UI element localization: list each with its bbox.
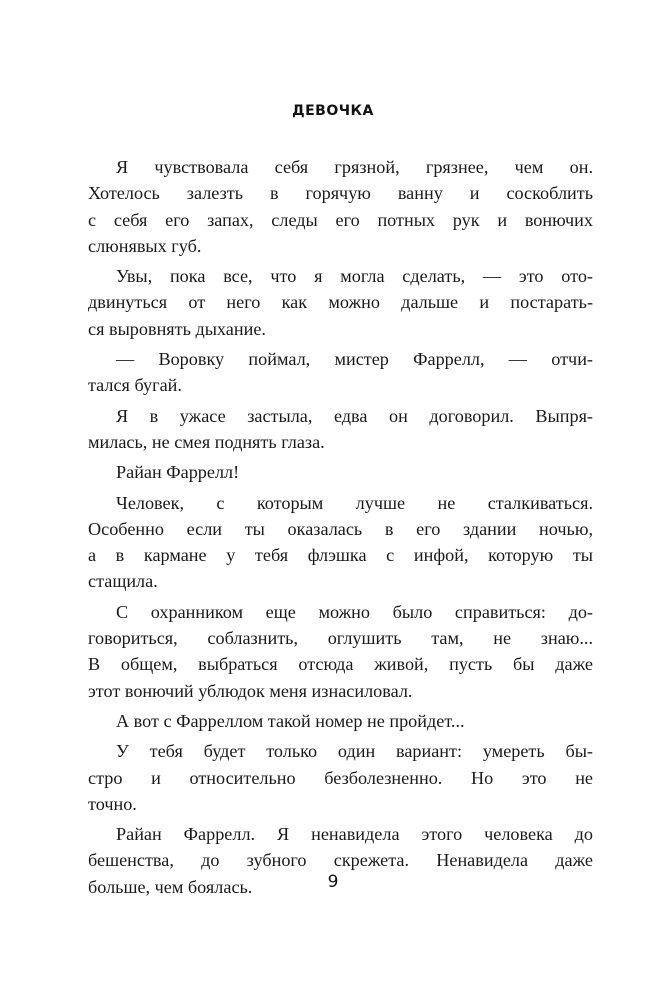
text-line: ся выровнять дыхание. bbox=[88, 318, 266, 339]
text-line: стро и относительно безболезненно. Но это не bbox=[88, 767, 593, 788]
text-line: Увы, пока все, что я могла сделать, — это ото- bbox=[116, 266, 593, 287]
text-line: с себя его запах, следы его потных рук и вонючих bbox=[88, 209, 593, 230]
text-line: говориться, соблазнить, оглушить там, не знаю... bbox=[88, 628, 593, 649]
text-line: Я в ужасе застыла, едва он договорил. Выпря- bbox=[116, 405, 593, 426]
chapter-title: ДЕВОЧКА bbox=[292, 103, 374, 119]
text-line: Райан Фаррелл! bbox=[116, 462, 240, 483]
text-line: а в кармане у тебя флэшка с инфой, которую ты bbox=[88, 545, 593, 566]
text-line: Хотелось залезть в горячую ванну и соскоблить bbox=[88, 183, 593, 204]
text-line: В общем, выбраться отсюда живой, пусть бы даже bbox=[88, 654, 593, 675]
text-line: стащила. bbox=[88, 571, 158, 592]
text-line: точно. bbox=[88, 793, 137, 814]
text-line: бешенства, до зубного скрежета. Ненавидела даже bbox=[88, 850, 593, 871]
text-line: Человек, с которым лучше не сталкиваться. bbox=[116, 492, 593, 513]
text-line: слюнявых губ. bbox=[88, 235, 202, 256]
text-line: — Воровку поймал, мистер Фаррелл, — отчи- bbox=[116, 349, 593, 370]
text-line: Я чувствовала себя грязной, грязнее, чем он. bbox=[116, 157, 593, 177]
text-line: Райан Фаррелл. Я ненавидела этого человека до bbox=[116, 824, 593, 845]
text-line: У тебя будет только один вариант: умереть бы- bbox=[116, 741, 593, 762]
text-line: двинуться от него как можно дальше и постарать- bbox=[88, 292, 593, 313]
text-line: этот вонючий ублюдок меня изнасиловал. bbox=[88, 680, 413, 701]
body-text bbox=[88, 154, 593, 900]
text-line: больше, чем боялась. bbox=[88, 876, 253, 897]
text-line: милась, не смея поднять глаза. bbox=[88, 431, 325, 452]
text-line: тался бугай. bbox=[88, 375, 182, 396]
page-number: 9 bbox=[327, 872, 339, 892]
text-line: А вот с Фарреллом такой номер не пройдет... bbox=[116, 710, 465, 731]
text-line: Особенно если ты оказалась в его здании ночью, bbox=[88, 518, 593, 539]
text-line: С охранником еще можно было справиться: до- bbox=[116, 601, 593, 622]
